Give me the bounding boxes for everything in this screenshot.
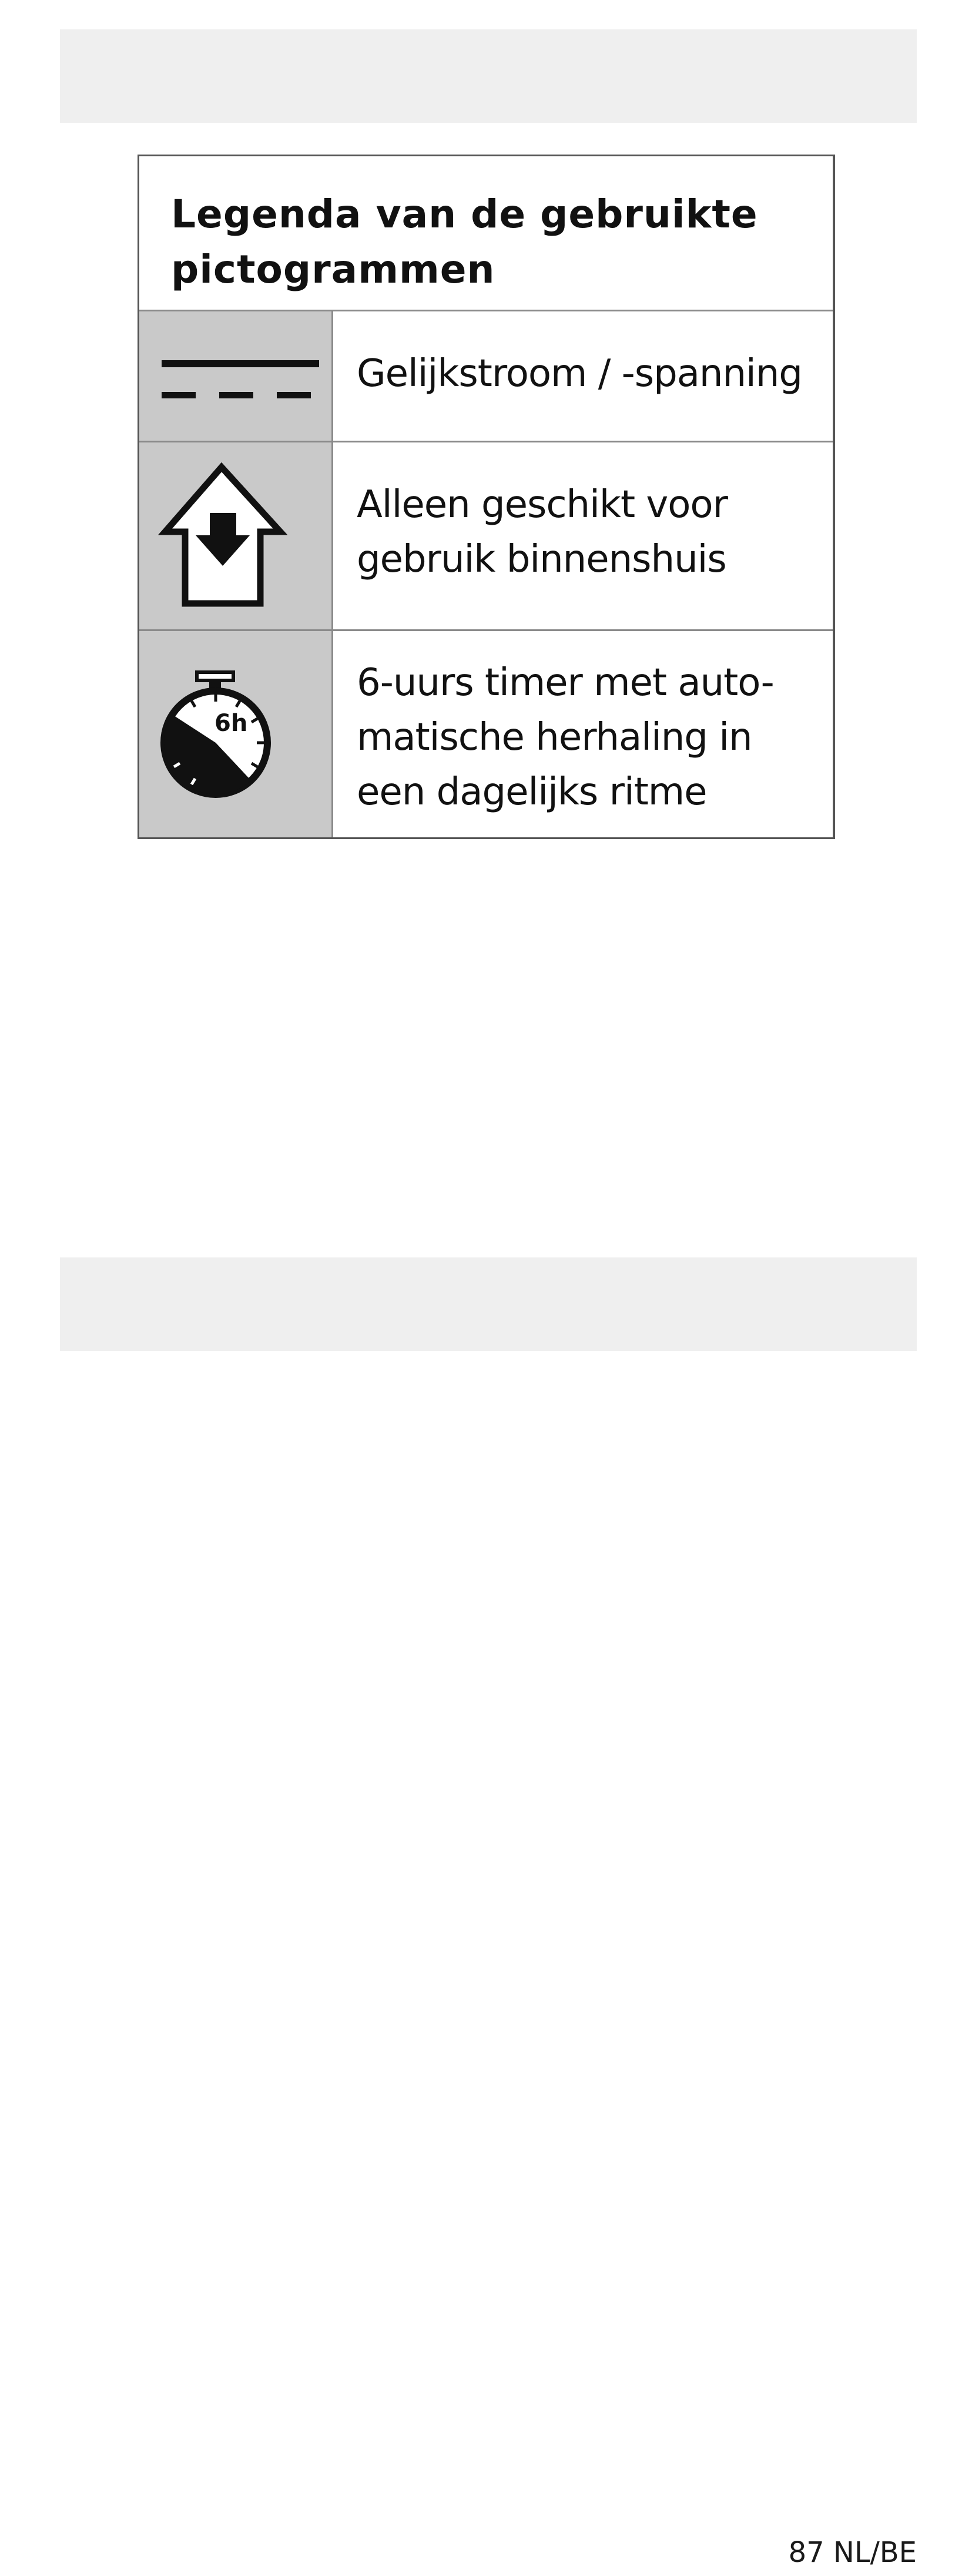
legend-item-text: Alleen geschikt voor gebruik binnenshuis bbox=[357, 483, 728, 581]
legend-row-timer bbox=[139, 631, 833, 837]
text-cell bbox=[333, 442, 833, 629]
text-cell bbox=[333, 631, 833, 837]
legend-header bbox=[139, 156, 833, 311]
icon-cell bbox=[139, 311, 333, 441]
icon-cell bbox=[139, 631, 333, 837]
page-number: 87 NL/BE bbox=[788, 2536, 917, 2569]
legend-item-text: 6-uurs timer met auto-matische herhaling in een dagelijks ritme bbox=[357, 661, 774, 814]
footer-band bbox=[60, 1257, 917, 2569]
icon-cell bbox=[139, 442, 333, 629]
legend-title: Legenda van de gebruikte pictogrammen bbox=[171, 192, 758, 292]
text-cell bbox=[333, 311, 833, 441]
timer-label: 6h bbox=[214, 710, 248, 737]
direct-current-icon bbox=[139, 311, 333, 441]
legend-row-indoor-use bbox=[139, 442, 833, 631]
header-band bbox=[60, 29, 917, 123]
timer-6h-icon bbox=[139, 631, 333, 837]
pictogram-legend-table bbox=[138, 155, 835, 839]
legend-row-direct-current bbox=[139, 311, 833, 442]
legend-item-text: Gelijkstroom / -spanning bbox=[357, 352, 802, 395]
indoor-use-only-icon bbox=[139, 442, 333, 629]
